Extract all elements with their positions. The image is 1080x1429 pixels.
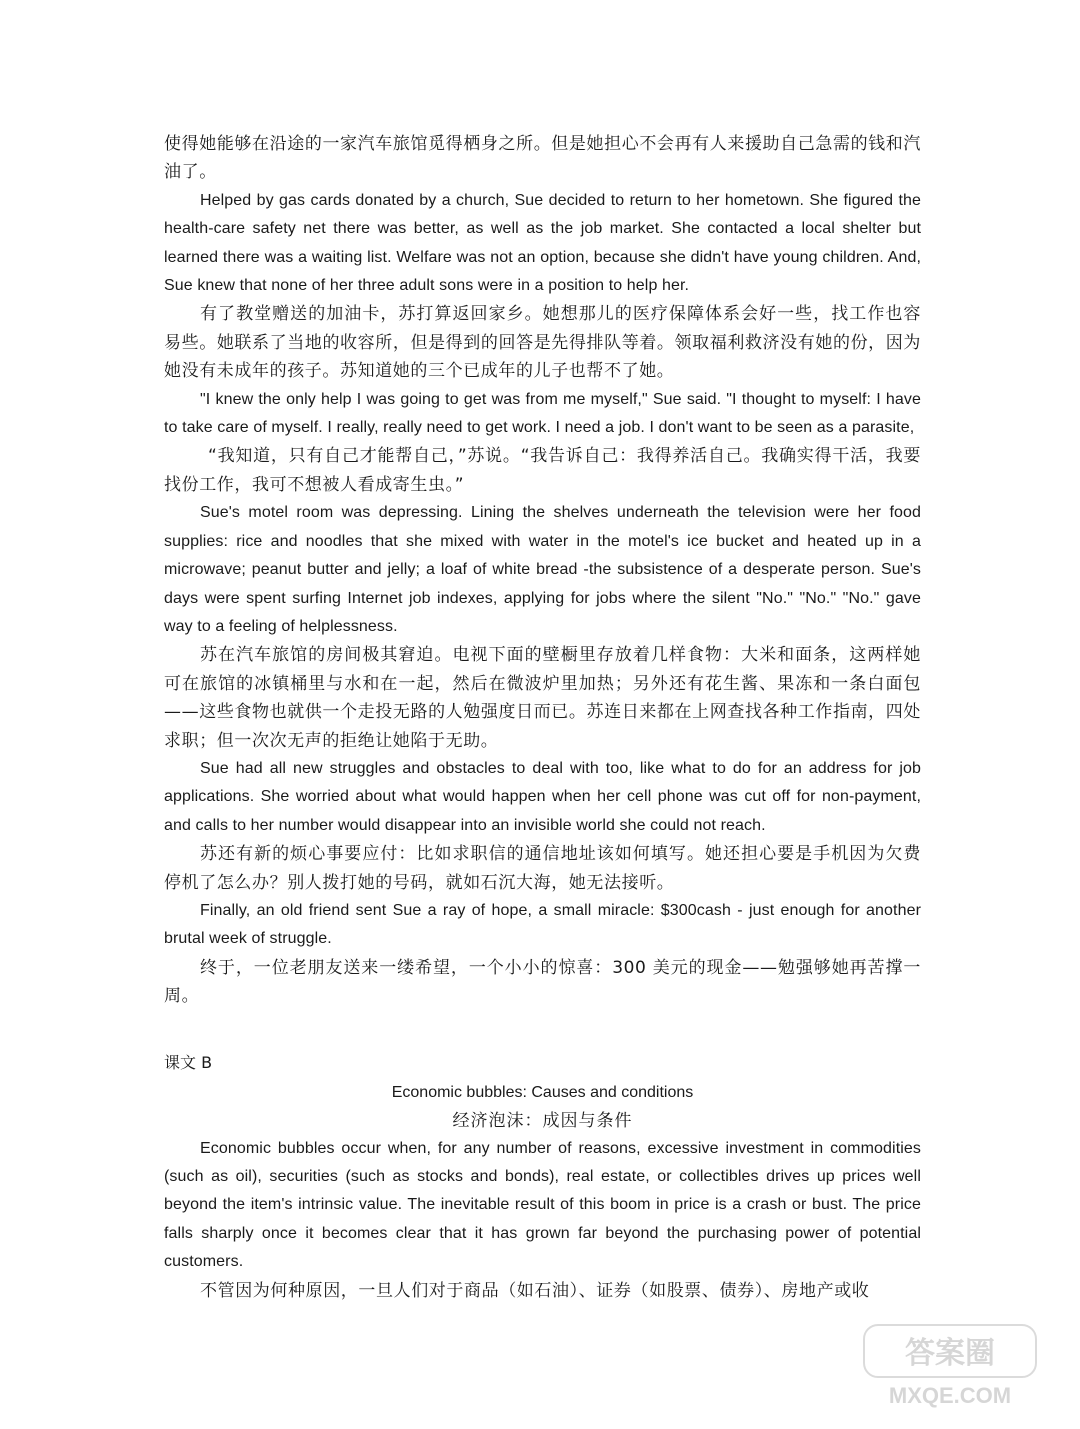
paragraph-b-zh-1: 不管因为何种原因，一旦人们对于商品（如石油）、证券（如股票、债券）、房地产或收 [200, 1280, 870, 1301]
paragraph-zh-5: 苏还有新的烦心事要应付：比如求职信的通信地址该如何填写。她还担心要是手机因为欠费停机了怎么办？别人拨打她的号码，就如石沉大海，她无法接听。 [164, 844, 921, 893]
article-title-en: Economic bubbles: Causes and conditions [391, 1083, 694, 1101]
watermark-text-bottom: MXQE.COM [888, 1383, 1012, 1408]
paragraph-en-3: Sue's motel room was depressing. Lining the shelves underneath the television were her food supplies: rice and noodles that she mixed with water in the motel's ice bucket and heated up in a microwave; peanut butter and jelly; a loaf of white bread -the subsistence of a desperate person. Sue's days were spent surfing Internet job indexes, applying for jobs where the silent "No." "No." "No." gave way to a feeling of helplessness. [164, 504, 921, 635]
paragraph-en-5: Finally, an old friend sent Sue a ray of hope, a small miracle: $300cash - just enough for another brutal week of struggle. [164, 901, 921, 948]
paragraph-en-4: Sue had all new struggles and obstacles to deal with too, like what to do for an address for job applications. She worried about what would happen when her cell phone was cut off for non-payment, and calls to her number would disappear into an invisible world she could not reach. [164, 759, 921, 834]
article-title-zh: 经济泡沫：成因与条件 [452, 1110, 633, 1131]
watermark-text-top: 答案圈 [905, 1336, 995, 1371]
paragraph-zh-3: “我知道，只有自己才能帮自己，”苏说。“我告诉自己：我得养活自己。我确实得干活，我要找份工作，我可不想被人看成寄生虫。” [164, 446, 921, 495]
paragraph-zh-6: 终于，一位老朋友送来一缕希望，一个小小的惊喜：300 美元的现金——勉强够她再苦撑一周。 [164, 957, 921, 1007]
paragraph-en-1: Helped by gas cards donated by a church, Sue decided to return to her hometown. She figured the health-care safety net there was better, as well as the job market. She contacted a local shelter but learned there was a waiting list. Welfare was not an option, because she didn't have young children. And, Sue knew that none of her three adult sons were in a position to help her. [164, 191, 921, 295]
watermark-logo [860, 1321, 1040, 1411]
document-page [164, 130, 921, 1305]
text-a-body [164, 130, 921, 1011]
paragraph-zh-4: 苏在汽车旅馆的房间极其窘迫。电视下面的壁橱里存放着几样食物：大米和面条，这两样她可在旅馆的冰镇桶里与水和在一起，然后在微波炉里加热；另外还有花生酱、果冻和一条白面包——这些食物也就供一个走投无路的人勉强度日而已。苏连日来都在上网查找各种工作指南，四处求职；但一次次无声的拒绝让她陷于无助。 [164, 645, 921, 751]
paragraph-en-2: "I knew the only help I was going to get was from me myself," Sue said. "I thought to myself: I have to take care of myself. I really, really need to get work. I need a job. I don't want to be seen as a parasite, [164, 390, 921, 437]
section-label: 课文 B [164, 1052, 213, 1072]
text-b-body [164, 1135, 921, 1305]
paragraph-b-en-1: Economic bubbles occur when, for any number of reasons, excessive investment in commodities (such as oil), securities (such as stocks and bonds), real estate, or collectibles drives up prices well beyond the item's intrinsic value. The inevitable result of this boom in price is a crash or bust. The price falls sharply once it becomes clear that it has grown far beyond the purchasing power of potential customers. [164, 1139, 921, 1271]
paragraph-zh-2: 有了教堂赠送的加油卡，苏打算返回家乡。她想那儿的医疗保障体系会好一些，找工作也容易些。她联系了当地的收容所，但是得到的回答是先得排队等着。领取福利救济没有她的份，因为她没有未成年的孩子。苏知道她的三个已成年的儿子也帮不了她。 [164, 304, 921, 382]
paragraph-zh-1: 使得她能够在沿途的一家汽车旅馆觅得栖身之所。但是她担心不会再有人来援助自己急需的钱和汽油了。 [164, 134, 921, 183]
